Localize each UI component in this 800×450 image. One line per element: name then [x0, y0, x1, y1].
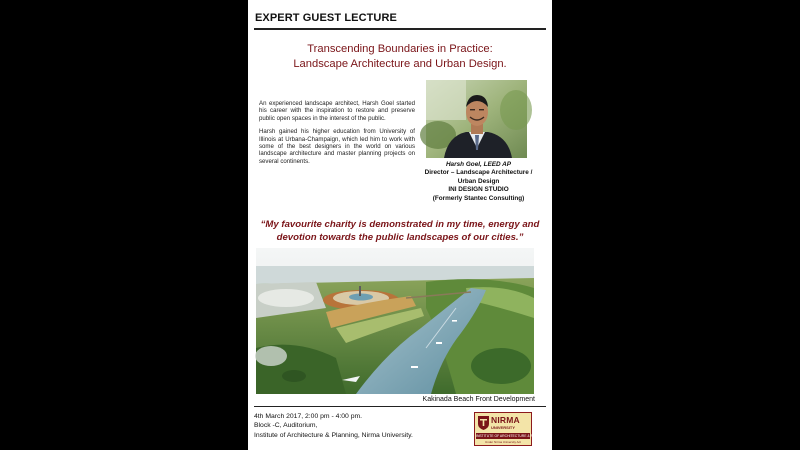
- quote-line1: “My favourite charity is demonstrated in my time, energy and: [260, 219, 540, 230]
- speaker-info: [416, 161, 541, 203]
- event-info: [254, 412, 413, 440]
- poster: [248, 0, 552, 450]
- speaker-role: Director – Landscape Architecture /: [424, 169, 533, 177]
- logo-subtext: Under Nirma University Act: [484, 440, 521, 444]
- event-date-time: 4th March 2017, 2:00 pm - 4:00 pm.: [254, 413, 363, 420]
- lecture-title-line1: Transcending Boundaries in Practice:: [307, 43, 493, 55]
- header-title: EXPERT GUEST LECTURE: [255, 12, 397, 24]
- logo-wordmark: NIRMA: [491, 415, 520, 425]
- speaker-bio: [259, 100, 415, 171]
- event-venue: Block -C, Auditorium,: [254, 422, 318, 430]
- event-institute: Institute of Architecture & Planning, Nirma University.: [254, 431, 413, 439]
- logo-wordmark-sub: UNIVERSITY: [491, 425, 516, 430]
- lecture-title-line2: Landscape Architecture and Urban Design.: [293, 58, 507, 70]
- image-caption: Kakinada Beach Front Development: [422, 396, 535, 403]
- speaker-name: Harsh Goel, LEED AP: [445, 161, 512, 168]
- university-crest-icon: [478, 416, 489, 430]
- nirma-university-logo: [474, 412, 548, 446]
- project-rendering: [256, 248, 534, 394]
- quote-line2: devotion towards the public landscapes of our cities.”: [276, 232, 524, 243]
- speaker-former-company: (Formerly Stantec Consulting): [432, 194, 525, 202]
- header-divider: [254, 28, 546, 30]
- logo-institute-band: INSTITUTE OF ARCHITECTURE & PLANNING: [476, 434, 548, 438]
- speaker-portrait: [426, 80, 527, 158]
- landscape-rendering-image: [256, 248, 534, 394]
- bio-paragraph-1: An experienced landscape architect, Harsh Goel started his career with the inspiration to restore and preserve public open spaces in the interest of the public.: [259, 100, 415, 122]
- speaker-role-cont: Urban Design: [457, 177, 500, 185]
- speaker-quote: [256, 218, 544, 244]
- footer-divider: [254, 406, 546, 407]
- bio-paragraph-2: Harsh gained his higher education from University of Illinois at Urbana-Champaign, which led him to work with some of the best designers in the world on various landscape architecture and master planning projects on several continents.: [259, 128, 415, 165]
- speaker-company: INI DESIGN STUDIO: [448, 186, 509, 194]
- lecture-title: [248, 42, 552, 72]
- speaker-photo: [426, 80, 527, 158]
